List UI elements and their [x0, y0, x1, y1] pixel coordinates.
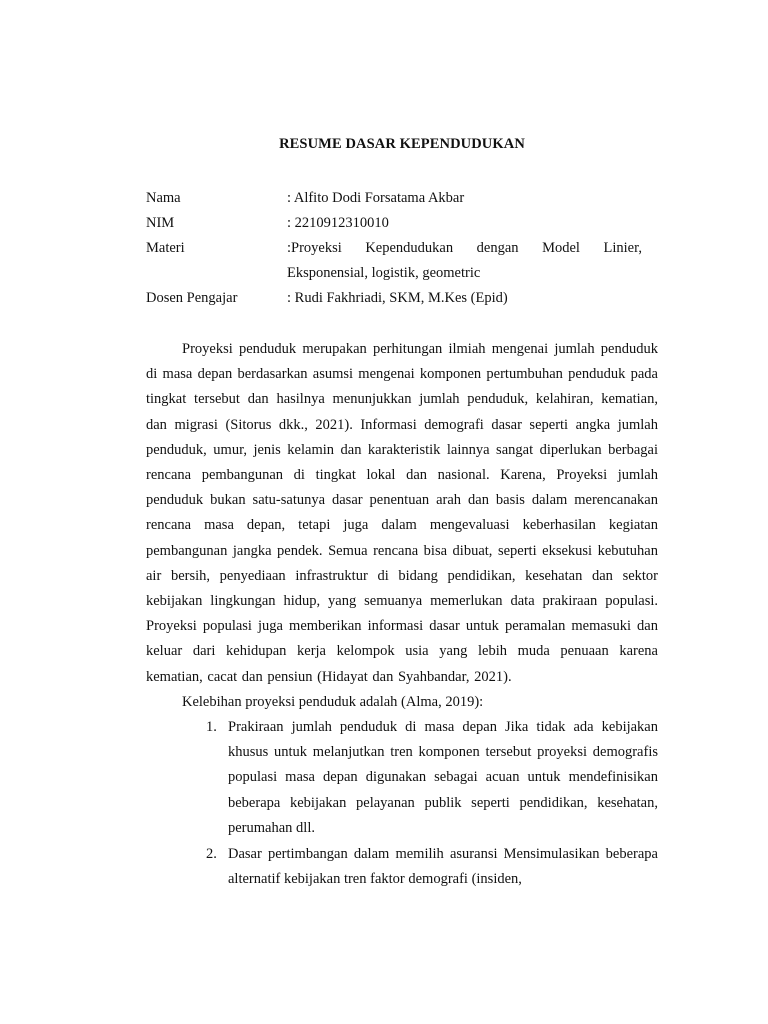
info-label-dosen: Dosen Pengajar — [146, 290, 238, 306]
body-paragraph: Proyeksi penduduk merupakan perhitungan ilmiah mengenai jumlah penduduk di masa depan berdasarkan asumsi mengenai komponen pertumbuhan penduduk pada tingkat tersebut dan hasilnya menunjukkan jumlah penduduk, kelahiran, kematian, dan migrasi (Sitorus dkk., 2021). Informasi demografi dasar seperti angka jumlah penduduk, umur, jenis kelamin dan karakteristik lainnya sangat diperlukan berbagai rencana pembangunan di tingkat lokal dan nasional. Karena, Proyeksi jumlah penduduk bukan satu-satunya dasar penentuan arah dan basis dalam merencanakan rencana masa depan, tetapi juga dalam mengevaluasi keberhasilan kegiatan pembangunan jangka pendek. Semua rencana bisa dibuat, seperti eksekusi kebutuhan air bersih, penyediaan infrastruktur di bidang pendidikan, kesehatan dan sektor kebijakan lingkungan hidup, yang semuanya memerlukan data prakiraan populasi. Proyeksi populasi juga memberikan informasi dasar untuk peramalan memasuki dan keluar dari kehidupan kerja kelompok usia yang lebih muda penuaan karena kematian, cacat dan pensiun (Hidayat dan Syahbandar, 2021). — [146, 341, 658, 685]
list-item-number: 1. — [206, 719, 217, 736]
info-value-materi: :Proyeksi Kependudukan dengan Model Linier, Eksponensial, logistik, geometric — [287, 240, 642, 281]
info-label-materi: Materi — [146, 240, 185, 256]
advantages-heading: Kelebihan proyeksi penduduk adalah (Alma, 2019): — [182, 693, 484, 710]
student-info-block — [146, 186, 642, 311]
list-item — [146, 842, 658, 892]
document-title: RESUME DASAR KEPENDUDUKAN — [279, 136, 525, 152]
info-row-materi — [146, 236, 642, 286]
info-value-nim: : 2210912310010 — [287, 215, 389, 231]
list-item-number: 2. — [206, 846, 217, 863]
info-row-dosen — [146, 286, 642, 311]
info-value-name: : Alfito Dodi Forsatama Akbar — [287, 190, 465, 206]
info-value-dosen: : Rudi Fakhriadi, SKM, M.Kes (Epid) — [287, 290, 508, 306]
info-row-nim — [146, 211, 642, 236]
list-item-text: Dasar pertimbangan dalam memilih asuransi Mensimulasikan beberapa alternatif kebijakan tren faktor demografi (insiden, — [228, 846, 658, 888]
document-body — [146, 337, 658, 893]
info-row-name — [146, 186, 642, 211]
info-label-name: Nama — [146, 190, 181, 206]
info-label-nim: NIM — [146, 215, 175, 231]
advantages-list — [146, 715, 658, 892]
list-item-text: Prakiraan jumlah penduduk di masa depan Jika tidak ada kebijakan khusus untuk melanjutkan tren komponen tersebut proyeksi demografis populasi masa depan digunakan sebagai acuan untuk mendefinisikan beberapa kebijakan pelayanan publik seperti pendidikan, kesehatan, perumahan dll. — [228, 719, 658, 836]
list-item — [146, 715, 658, 841]
